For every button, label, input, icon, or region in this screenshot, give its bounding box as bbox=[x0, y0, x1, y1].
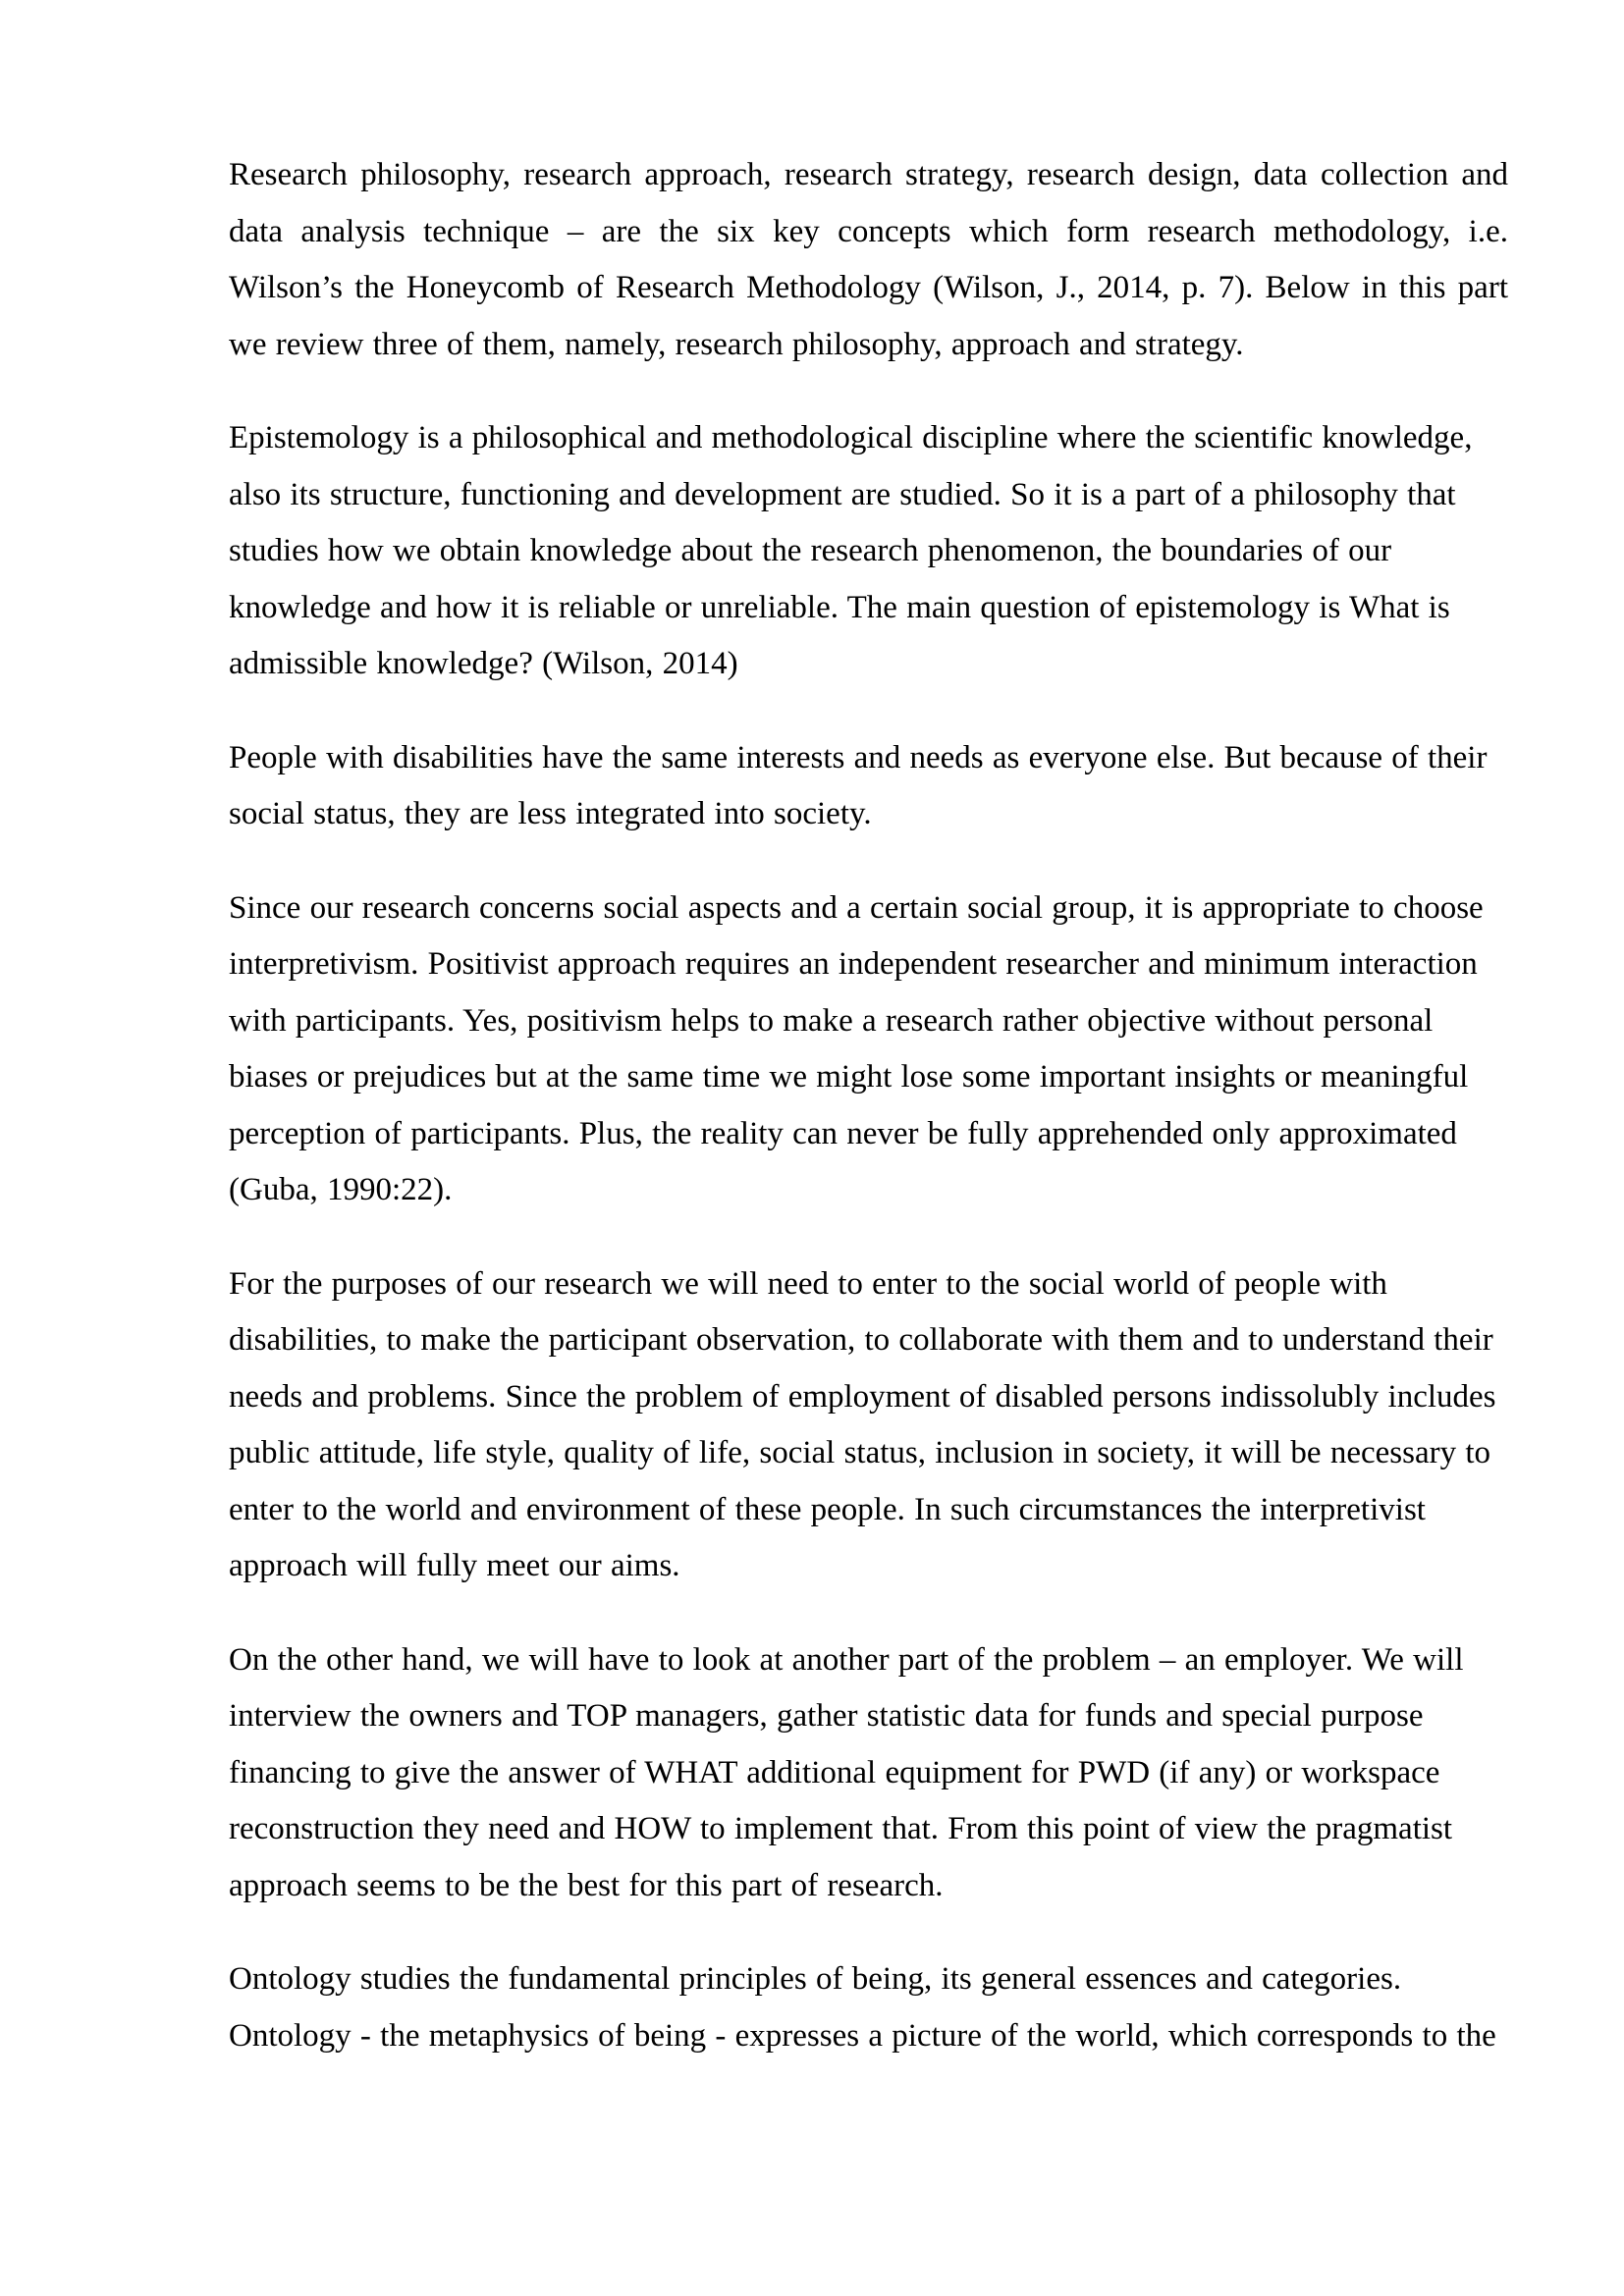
paragraph-1: Research philosophy, research approach, research strategy, research design, data collection and data analysis technique – are the six key concepts which form research methodology, i.e. Wilson’s the Honeycomb of Research Methodology (Wilson, J., 2014, p. 7). Below in this part we review three of them, namely, research philosophy, approach and strategy. bbox=[229, 157, 1508, 362]
paragraph-3: People with disabilities have the same interests and needs as everyone else. But because of their social status, they are less integrated into society. bbox=[229, 739, 1488, 831]
paragraph-2: Epistemology is a philosophical and methodological discipline where the scientific knowledge, also its structure, functioning and development are studied. So it is a part of a philosophy that studies how we obtain knowledge about the research phenomenon, the boundaries of our knowledge and how it is reliable or unreliable. The main question of epistemology is What is admissible knowledge? (Wilson, 2014) bbox=[229, 420, 1473, 681]
paragraph-4: Since our research concerns social aspects and a certain social group, it is appropriate to choose interpretivism. Positivist approach requires an independent researcher and minimum interaction with participants. Yes, positivism helps to make a research rather objective without personal biases or prejudices but at the same time we might lose some important insights or meaningful perception of participants. Plus, the reality can never be fully apprehended only approximated (Guba, 1990:22). bbox=[229, 889, 1484, 1207]
paragraph-6: On the other hand, we will have to look at another part of the problem – an employer. We will interview the owners and TOP managers, gather statistic data for funds and special purpose financing to give the answer of WHAT additional equipment for PWD (if any) or workspace reconstruction they need and HOW to implement that. From this point of view the pragmatist approach seems to be the best for this part of research. bbox=[229, 1641, 1464, 1903]
paragraph-5: For the purposes of our research we will need to enter to the social world of people with disabilities, to make the participant observation, to collaborate with them and to understand their needs and problems. Since the problem of employment of disabled persons indissolubly includes public attitude, life style, quality of life, social status, inclusion in society, it will be necessary to enter to the world and environment of these people. In such circumstances the interpretivist approach will fully meet our aims. bbox=[229, 1265, 1496, 1583]
paragraph-7: Ontology studies the fundamental principles of being, its general essences and categories. Ontology - the metaphysics of being - expresses a picture of the world, which corresponds to the bbox=[229, 1961, 1496, 2054]
